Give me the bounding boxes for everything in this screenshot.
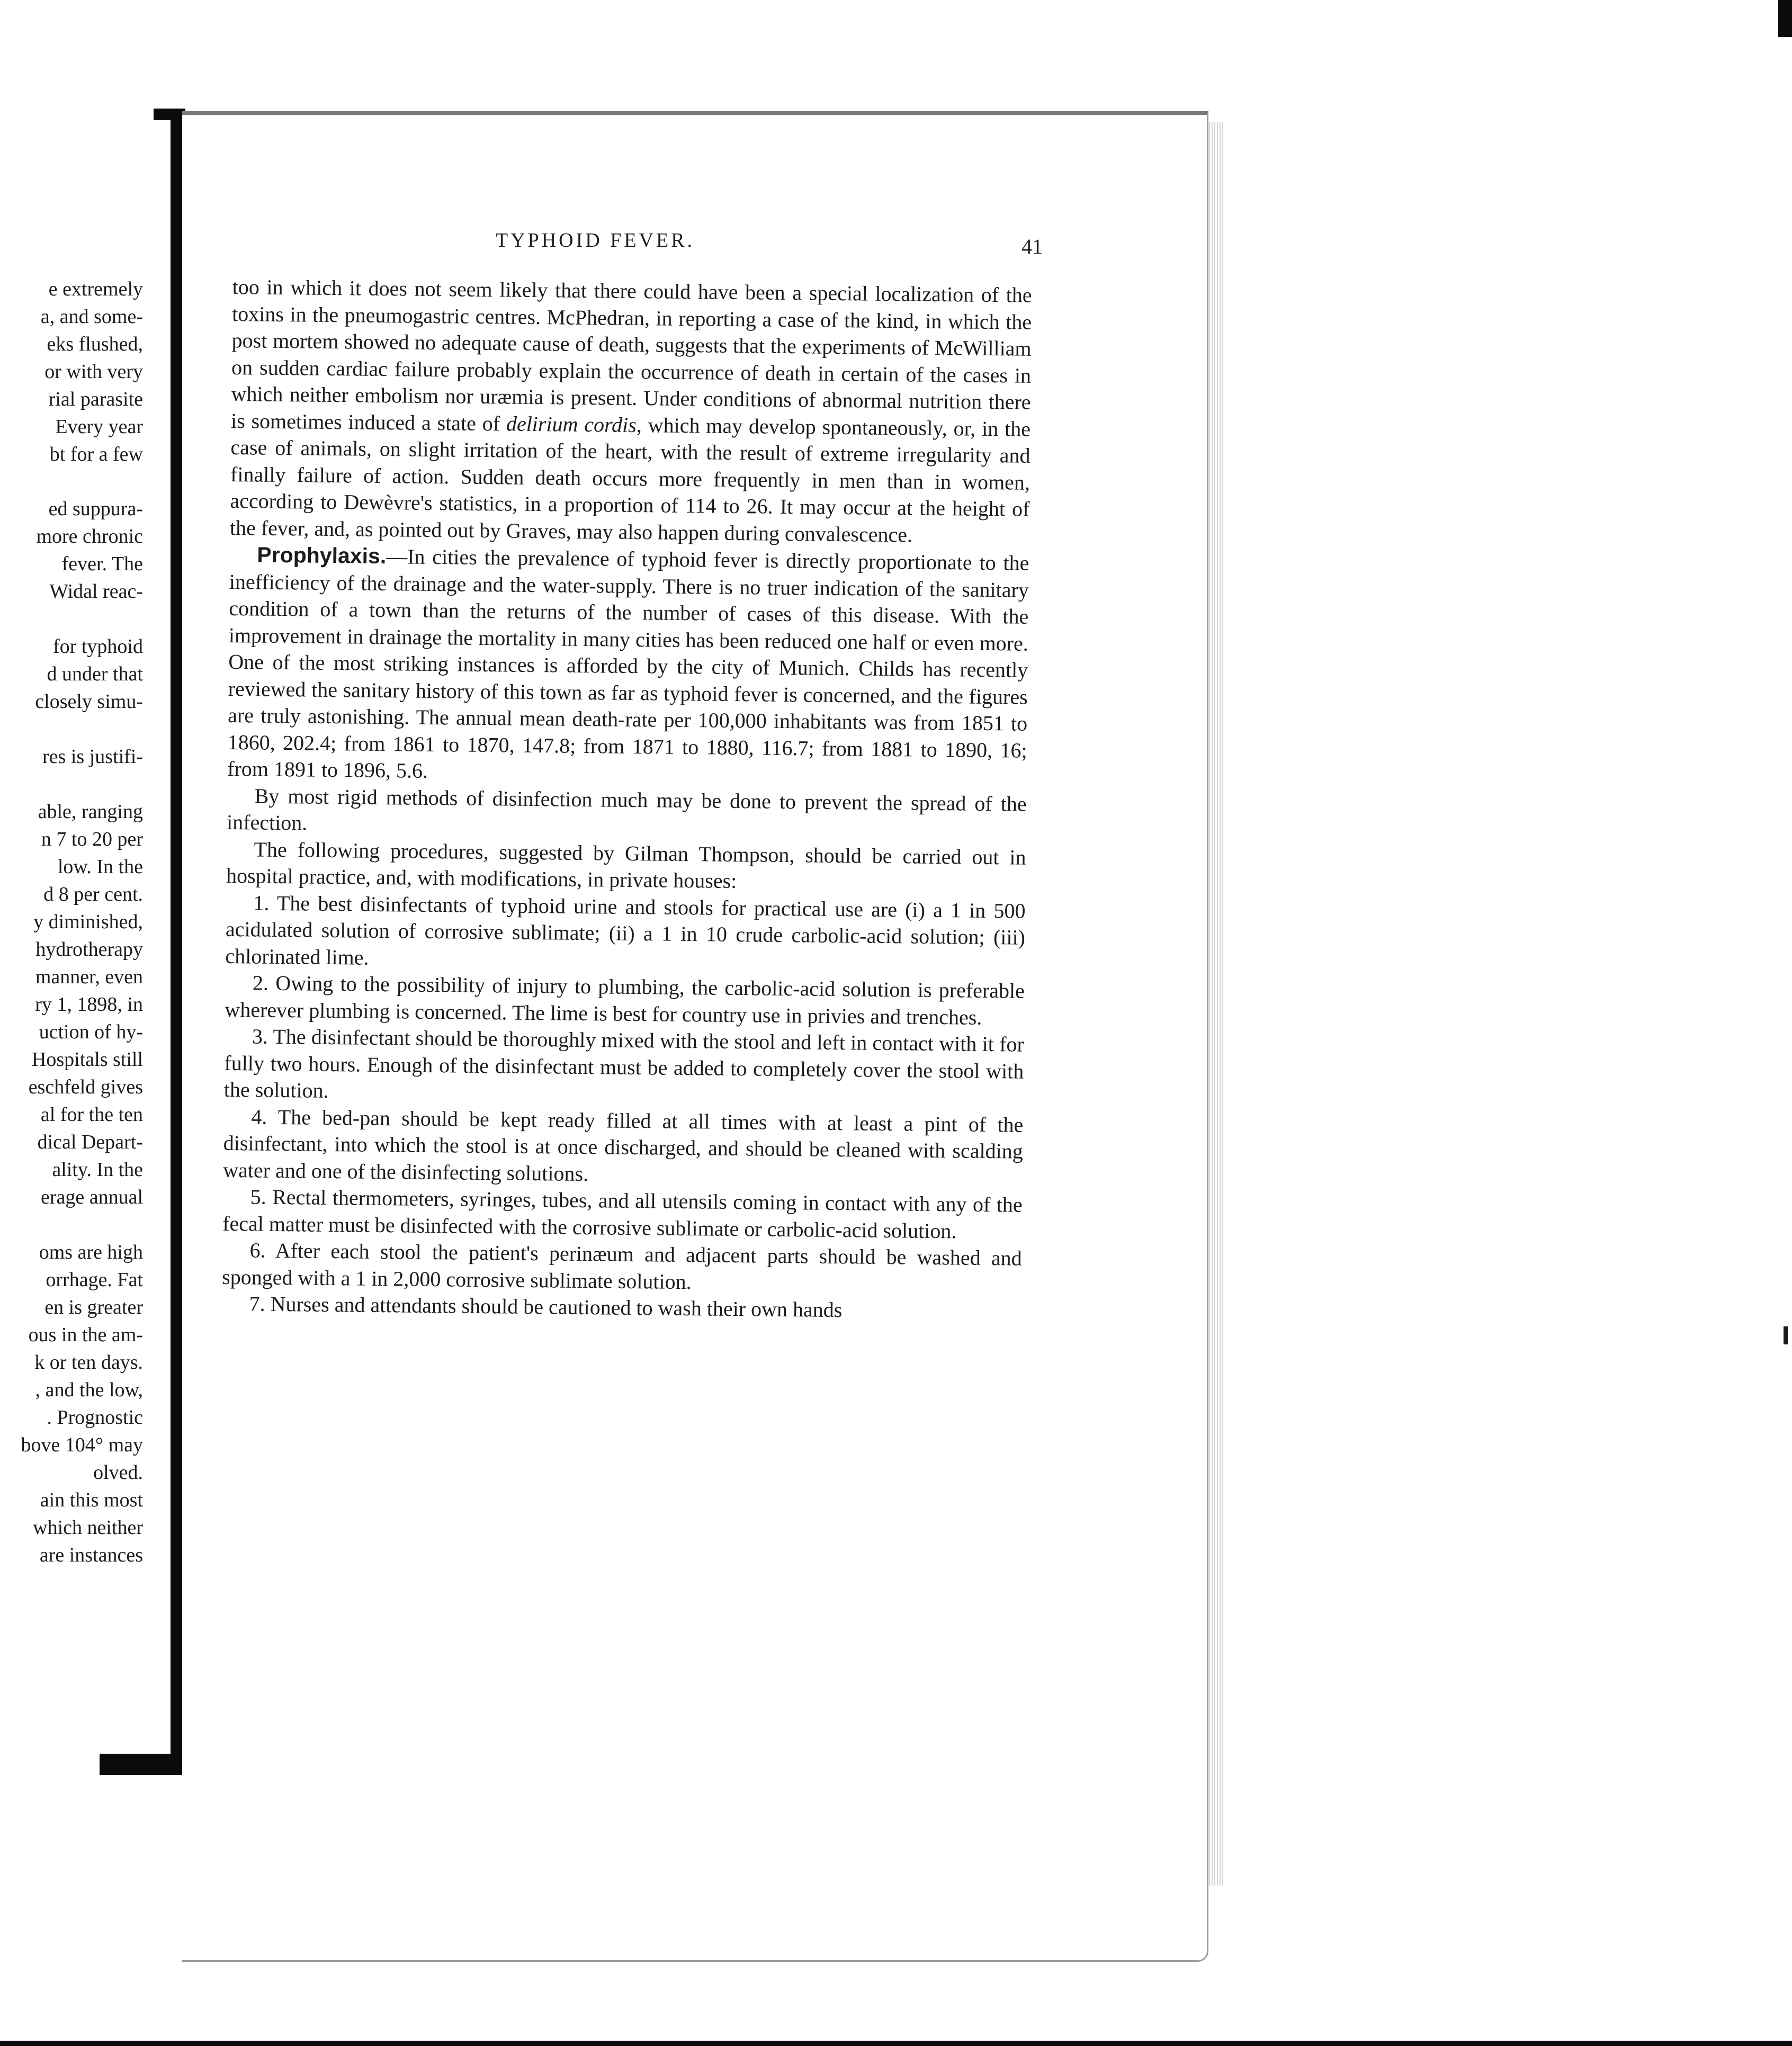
running-head: TYPHOID FEVER.: [495, 229, 695, 252]
left-page-line: ous in the am-: [28, 1324, 143, 1346]
paragraph-text: 2. Owing to the possibility of injury to plumbing, the carbolic-acid solution is preferable wherever plumbing is concerned. The lime is best for country use in privies and trenches.: [225, 971, 1025, 1029]
left-page-line: d 8 per cent.: [43, 883, 143, 905]
left-page-line: y diminished,: [33, 911, 143, 933]
paragraph: [226, 836, 1026, 898]
paragraph: [227, 782, 1027, 844]
left-page-line: manner, even: [35, 966, 143, 988]
paragraph: [225, 970, 1025, 1031]
left-page-line: bove 104° may: [21, 1434, 143, 1456]
left-page-line: . Prognostic: [47, 1406, 143, 1429]
left-page-line: rial parasite: [48, 388, 143, 410]
paragraph-text: 4. The bed-pan should be kept ready filled at all times with at least a pint of the disinfectant, into which the stool is at once discharged, and should be cleaned with scalding water and one of the disinfecting solutions.: [223, 1104, 1024, 1186]
left-page-line: erage annual: [40, 1186, 143, 1208]
scan-edge-tick: [1784, 1326, 1788, 1344]
left-page-line: ed suppura-: [48, 498, 143, 520]
left-page-line: or with very: [44, 361, 143, 383]
paragraph-text: 6. After each stool the patient's perinæum and adjacent parts should be washed and sponged with a 1 in 2,000 corrosive sublimate solution.: [221, 1238, 1022, 1294]
paragraph-text: —In cities the prevalence of typhoid fever is directly proportionate to the inefficiency of the drainage and the water-supply. There is no truer indication of the sanitary condition of a town than the returns of the number of cases of this disease. With the improvement in drainage the mortality in many cities has been reduced one half or even more. One of the most striking instances is afforded by the city of Munich. Childs has recently reviewed the sanitary history of this town as far as typhoid fever is concerned, and the figures are truly astonishing. The annual mean death-rate per 100,000 inhabitants was from 1851 to 1860, 202.4; from 1861 to 1870, 147.8; from 1871 to 1880, 116.7; from 1881 to 1890, 16; from 1891 to 1896, 5.6.: [227, 544, 1029, 783]
left-page-line: , and the low,: [35, 1379, 143, 1401]
paragraph-text: The following procedures, suggested by Gilman Thompson, should be carried out in hospital practice, and, with modifications, in private houses:: [226, 837, 1026, 893]
left-page-line: n 7 to 20 per: [41, 828, 143, 850]
left-page-line: eks flushed,: [47, 333, 143, 355]
left-page-line: able, ranging: [38, 801, 143, 823]
left-page-line: closely simu-: [35, 690, 143, 713]
left-page-line: eschfeld gives: [28, 1076, 143, 1098]
left-page-line: k or ten days.: [34, 1351, 143, 1374]
left-page-line: e extremely: [48, 278, 143, 300]
left-page-line: d under that: [47, 663, 143, 685]
left-page-line: fever. The: [61, 553, 143, 575]
paragraph-text: 3. The disinfectant should be thoroughly mixed with the stool and left in contact with it for fully two hours. Enough of the disinfectant must be added to completely cover the stool with the solution.: [223, 1024, 1025, 1102]
scan-bottom-edge: [0, 2041, 1792, 2046]
left-page-line: al for the ten: [40, 1103, 143, 1126]
left-page-line: dical Depart-: [37, 1131, 143, 1153]
paragraph: [230, 274, 1032, 550]
left-page-line: which neither: [33, 1516, 143, 1539]
page-number: 41: [1022, 235, 1043, 258]
left-page-line: olved.: [93, 1461, 143, 1484]
left-page-line: Every year: [55, 416, 143, 438]
left-page-line: orrhage. Fat: [46, 1269, 143, 1291]
paragraph: [222, 1237, 1022, 1299]
paragraph: [224, 1023, 1025, 1111]
left-page-line: Widal reac-: [49, 580, 143, 603]
left-page-line: en is greater: [44, 1296, 143, 1318]
paragraph: [227, 541, 1029, 791]
paragraph: [225, 889, 1026, 977]
paragraph: [222, 1183, 1023, 1245]
italic-term: delirium cordis: [506, 411, 637, 437]
paragraph: [223, 1103, 1024, 1191]
paragraph-text: 5. Rectal thermometers, syringes, tubes, and all utensils coming in contact with any of the fecal matter must be disinfected with the corrosive sublimate or carbolic-acid solution.: [222, 1184, 1023, 1243]
left-page-line: ality. In the: [52, 1159, 143, 1181]
left-page-line: bt for a few: [49, 443, 143, 465]
paragraph-text: 1. The best disinfectants of typhoid urine and stools for practical use are (i) a 1 in 500 acidulated solution of corrosive sublimate; (ii) a 1 in 10 crude carbolic-acid solution; (iii) chlorinated lime.: [225, 890, 1026, 970]
book-spine: [171, 109, 182, 1758]
left-page-fragment: [0, 0, 175, 2046]
body-text: [221, 274, 1032, 1325]
left-page-line: more chronic: [36, 525, 143, 548]
left-page-line: a, and some-: [40, 306, 143, 328]
left-page-line: ry 1, 1898, in: [35, 993, 143, 1016]
section-heading: Prophylaxis.: [257, 542, 387, 569]
left-page-line: hydrotherapy: [35, 938, 143, 961]
left-page-line: for typhoid: [53, 635, 143, 658]
page-edges: [1209, 122, 1225, 1886]
left-page-line: ain this most: [40, 1489, 143, 1511]
left-page-line: uction of hy-: [39, 1021, 143, 1043]
paragraph-text: too in which it does not seem likely that there could have been a special localization of the toxins in the pneumogastric centres. McPhedran, in reporting a case of the kind, in which the post mortem showed no adequate cause of death, suggests that the experiments of McWilliam on sudden cardiac failure probably explain the occurrence of death in certain of the cases in which neither embolism nor uræmia is present. Under conditions of abnormal nutrition there is sometimes induced a state of delirium cordis, which may develop spontaneously, or, in the case of animals, on slight irritation of the heart, with the result of extreme irregularity and finally failure of action. Sudden death occurs more frequently in men than in women, according to Dewèvre's statistics, in a proportion of 114 to 26. It may occur at the height of the fever, and, as pointed out by Graves, may also happen during convalescence.: [229, 274, 1032, 546]
scan-edge-mark: [1778, 0, 1792, 37]
left-page-line: oms are high: [39, 1241, 143, 1263]
right-page: [182, 111, 1208, 1962]
left-page-line: Hospitals still: [31, 1048, 143, 1071]
paragraph-text: 7. Nurses and attendants should be cautioned to wash their own hands: [249, 1291, 843, 1322]
paragraph-text: By most rigid methods of disinfection much may be done to prevent the spread of the infection.: [226, 783, 1027, 835]
left-page-line: low. In the: [57, 856, 143, 878]
left-page-line: are instances: [39, 1544, 143, 1566]
left-page-line: res is justifi-: [42, 746, 143, 768]
